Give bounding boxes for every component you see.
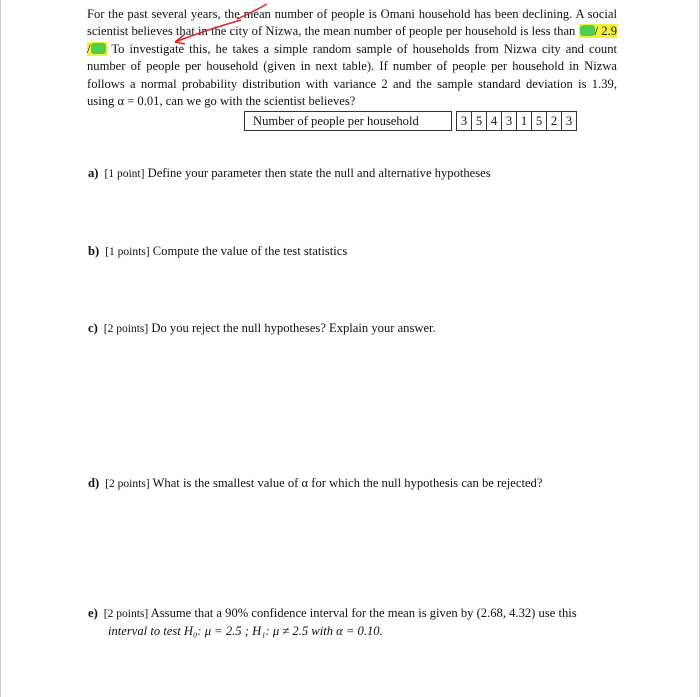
question-c — [88, 320, 618, 338]
question-text-line2: interval to test H₀: μ = 2.5 ; H₁: μ ≠ 2.5 with α = 0.10. — [108, 624, 383, 638]
question-letter: d) — [88, 476, 100, 490]
table-value: 3 — [457, 112, 472, 131]
question-text: Assume that a 90% confidence interval for the mean is given by (2.68, 4.32) use this — [150, 606, 577, 620]
household-data-table — [244, 111, 577, 131]
problem-statement — [87, 6, 617, 110]
intro-text-after: To investigate this, he takes a simple random sample of households from Nizwa city and count number of people per household (given in next table). If number of people per household in Nizwa follows a normal probability distribution with variance 2 and the sample standard deviation is 1.39, using α = 0.01, can we go with the scientist believes? — [87, 41, 617, 109]
question-text: What is the smallest value of α for which the null hypothesis can be rejected? — [152, 476, 543, 490]
question-text: Do you reject the null hypotheses? Explain your answer. — [151, 321, 436, 335]
question-d — [88, 475, 618, 493]
question-letter: a) — [88, 166, 99, 180]
green-scribble-mark-2 — [91, 43, 106, 54]
question-points: [2 points] — [103, 323, 149, 335]
intro-text-before: For the past several years, the mean number of people is Omani household has been declining. A social scientist believes that in the city of Nizwa, the mean number of people per household is less than — [87, 7, 617, 39]
question-text: Compute the value of the test statistics — [152, 244, 348, 258]
green-scribble-mark — [580, 25, 595, 36]
highlight-text: / 2.9 / — [87, 24, 618, 56]
table-value: 3 — [502, 112, 517, 131]
table-value: 2 — [547, 112, 562, 131]
question-letter: c) — [88, 321, 98, 335]
table-value: 1 — [517, 112, 532, 131]
question-b — [88, 243, 618, 261]
table-row — [245, 112, 577, 131]
table-value: 5 — [532, 112, 547, 131]
question-letter: b) — [88, 244, 100, 258]
question-text: Define your parameter then state the null and alternative hypotheses — [147, 166, 491, 180]
table-value: 5 — [472, 112, 487, 131]
table-label: Number of people per household — [245, 112, 452, 131]
question-a — [88, 165, 618, 183]
question-e — [88, 605, 618, 640]
table-value: 4 — [487, 112, 502, 131]
question-points: [1 point] — [104, 168, 145, 180]
question-letter: e) — [88, 606, 98, 620]
question-points: [2 points] — [103, 608, 149, 620]
table-value: 3 — [562, 112, 577, 131]
question-points: [2 points] — [105, 478, 150, 490]
question-points: [1 points] — [105, 246, 150, 258]
